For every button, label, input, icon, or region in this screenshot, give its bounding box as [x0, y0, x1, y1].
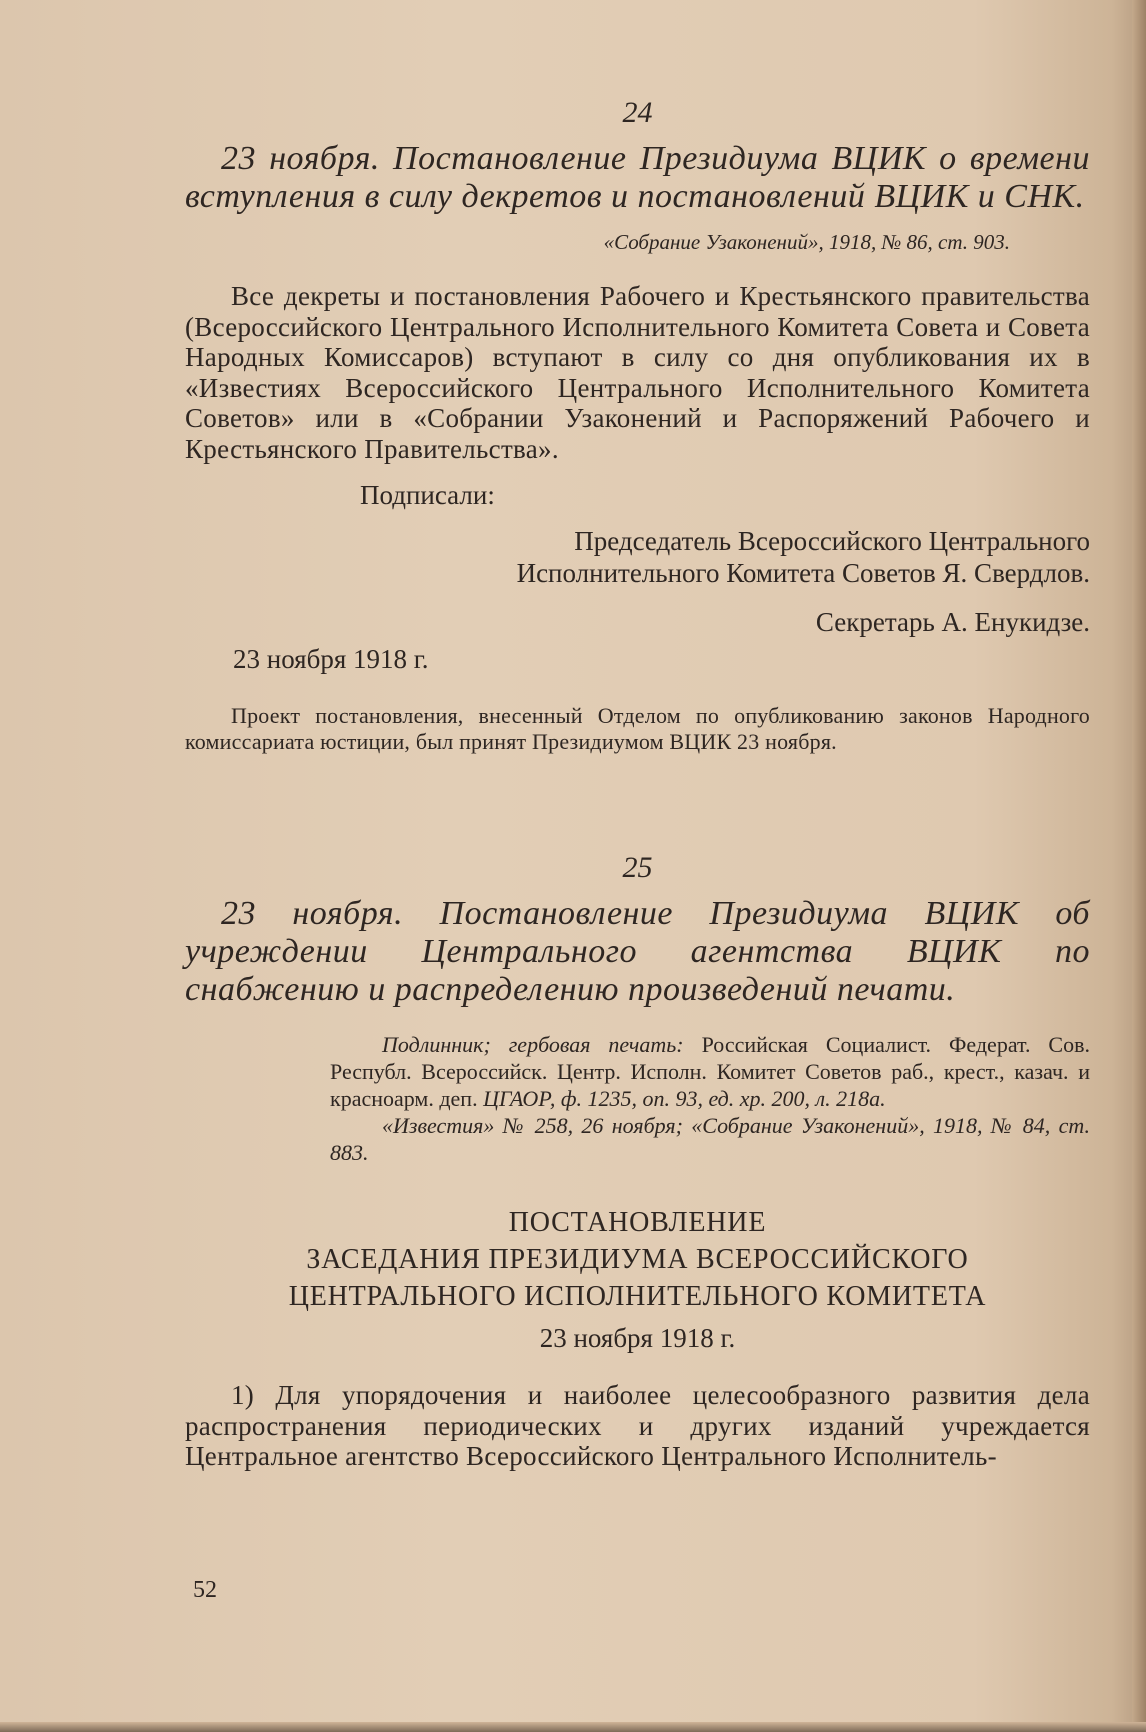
signer-chairman-line2: Исполнительного Комитета Советов Я. Свердлов.: [516, 558, 1090, 588]
source-publication-text: «Известия» № 258, 26 ноября; «Собрание Узаконений», 1918, № 84, ст. 883.: [330, 1113, 1090, 1165]
document-date-24: 23 ноября 1918 г.: [233, 644, 429, 674]
document-body-25: 1) Для упорядочения и наиболее целесообразного развития дела распространения периодических и других изданий учреждается Центральное агентство Всероссийского Центрального Исполнитель-: [185, 1380, 1090, 1471]
source-publication: [330, 1112, 1090, 1166]
signer-chairman-line1: Председатель Всероссийского Центрального: [574, 526, 1090, 556]
document-body-24: Все декреты и постановления Рабочего и Крестьянского правительства (Всероссийского Центрального Исполнительного Комитета Совета и Совета Народных Комиссаров) вступают в силу со дня опубликования их в «Известиях Всероссийского Центрального Исполнительного Комитета Советов» или в «Собрании Узаконений и Распоряжений Рабочего и Крестьянского Правительства».: [185, 281, 1090, 464]
signer-secretary: Секретарь А. Енукидзе.: [815, 607, 1090, 637]
signer-chairman: [185, 525, 1090, 589]
heading-line-2: ЗАСЕДАНИЯ ПРЕЗИДИУМА ВСЕРОССИЙСКОГО: [306, 1244, 969, 1275]
page-content: [185, 96, 1090, 1472]
resolution-date: 23 ноября 1918 г.: [539, 1323, 736, 1353]
page-edge-bottom: [0, 1722, 1146, 1732]
source-original-label: Подлинник; гербовая печать:: [382, 1032, 684, 1057]
document-title-24: 23 ноября. Постановление Президиума ВЦИК о времени вступления в силу декретов и постановлений ВЦИК и СНК.: [185, 140, 1090, 215]
editorial-note-24: Проект постановления, внесенный Отделом по опубликованию законов Народного комиссариата юстиции, был принят Президиумом ВЦИК 23 ноября.: [185, 703, 1090, 754]
signed-label: Подписали:: [360, 480, 495, 510]
document-title-25: 23 ноября. Постановление Президиума ВЦИК об учреждении Центрального агентства ВЦИК по снабжению и распределению произведений печати.: [185, 895, 1090, 1008]
page-edge-right: [1132, 0, 1146, 1732]
resolution-heading: [185, 1204, 1090, 1315]
source-original-archive: ЦГАОР, ф. 1235, оп. 93, ед. хр. 200, л. 218а.: [483, 1086, 886, 1111]
heading-line-3: ЦЕНТРАЛЬНОГО ИСПОЛНИТЕЛЬНОГО КОМИТЕТА: [288, 1281, 987, 1312]
document-sources-25: [330, 1031, 1090, 1166]
heading-line-1: ПОСТАНОВЛЕНИЕ: [508, 1207, 767, 1238]
document-number-25: 25: [622, 851, 653, 884]
source-original: [330, 1031, 1090, 1112]
source-original-text: Российская Социалист. Федерат. Сов. Республ. Всероссийск. Центр. Исполн. Комитет Советов раб., крест., казач. и красноарм. деп.: [330, 1032, 1090, 1111]
document-number-24: 24: [622, 96, 653, 129]
page-number: 52: [193, 1577, 217, 1603]
document-source-24: «Собрание Узаконений», 1918, № 86, ст. 903.: [603, 230, 1010, 254]
